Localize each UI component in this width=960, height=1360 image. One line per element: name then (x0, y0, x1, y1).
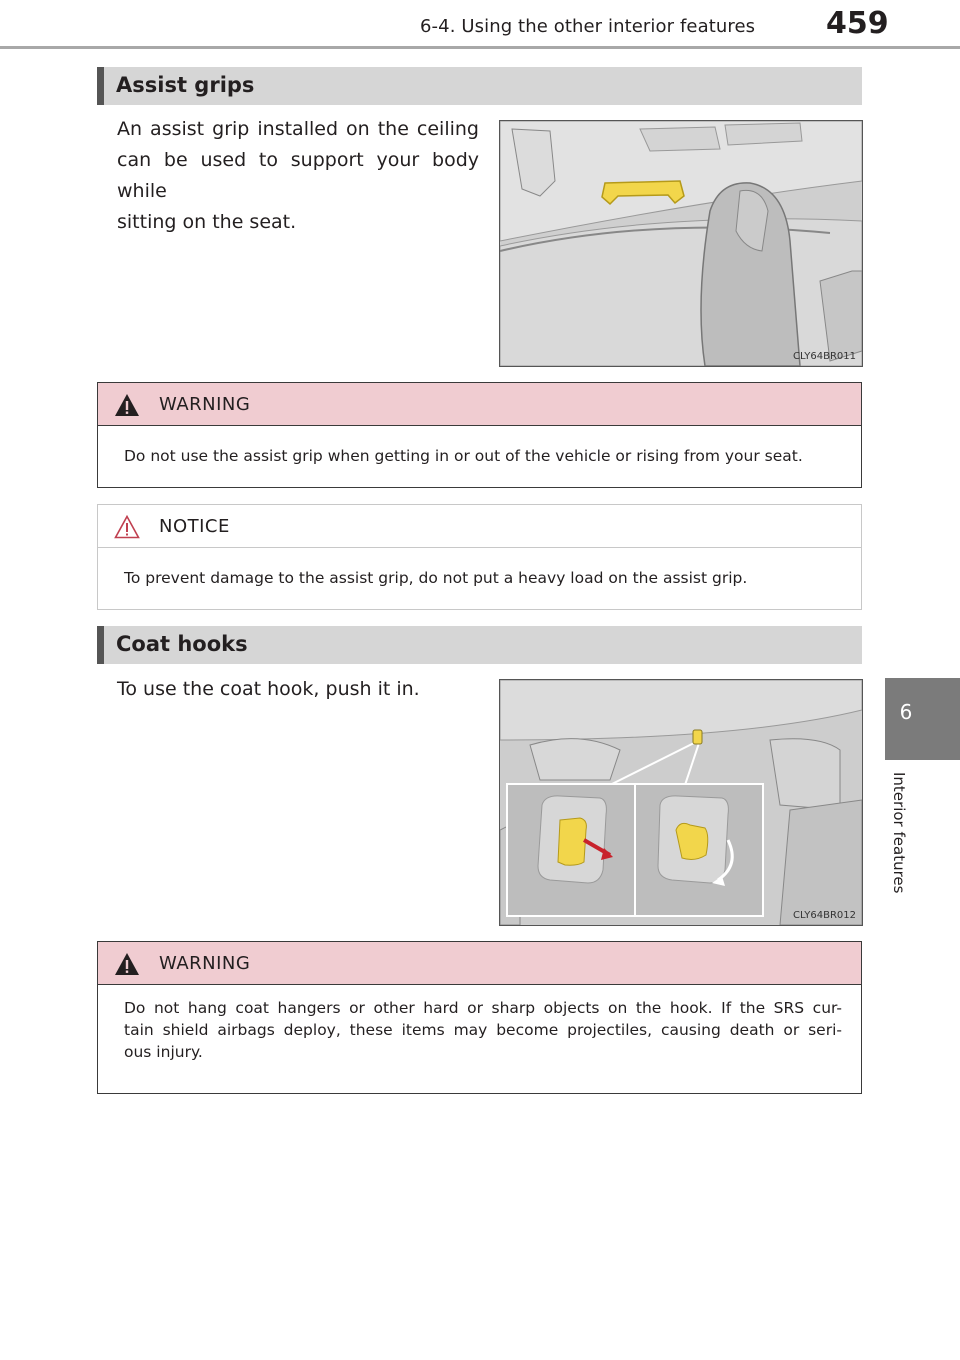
warning-box-coat-hook (97, 941, 862, 1094)
header-rule (0, 46, 960, 49)
notice-box-assist-grip (97, 504, 862, 610)
warning-box-header (98, 942, 861, 985)
section-heading-assist-grips (97, 67, 862, 105)
figure-code-1: CLY64BR011 (793, 351, 856, 362)
section-heading-coat-hooks (97, 626, 862, 664)
notice-label: NOTICE (159, 516, 230, 537)
coat-hook-drawing (500, 680, 862, 925)
warning-text (124, 997, 842, 1063)
notice-triangle-icon (114, 515, 140, 539)
assist-grips-line-3: sitting on the seat. (117, 211, 297, 233)
coat-hook-illustration (499, 679, 863, 926)
warning-2-line-3: ous injury. (124, 1043, 203, 1061)
warning-triangle-icon (114, 393, 140, 417)
page-number: 459 (826, 6, 889, 41)
assist-grip-illustration (499, 120, 863, 367)
section-heading-text: Coat hooks (116, 632, 248, 656)
notice-box-header (98, 505, 861, 548)
chapter-tab-label: Interior features (890, 772, 908, 894)
warning-label: WARNING (159, 953, 251, 974)
warning-label: WARNING (159, 394, 251, 415)
warning-text: Do not use the assist grip when getting in or out of the vehicle or rising from your seat. (124, 447, 803, 465)
assist-grips-line-2: can be used to support your body while (117, 149, 479, 202)
warning-box-assist-grip (97, 382, 862, 488)
warning-triangle-icon (114, 952, 140, 976)
notice-text: To prevent damage to the assist grip, do not put a heavy load on the assist grip. (124, 569, 748, 587)
chapter-tab-label-wrap (890, 772, 920, 922)
assist-grips-paragraph (117, 114, 479, 238)
section-heading-text: Assist grips (116, 73, 255, 97)
coat-hooks-paragraph: To use the coat hook, push it in. (117, 678, 420, 700)
assist-grips-line-1: An assist grip installed on the ceiling (117, 118, 479, 140)
running-header-title: 6-4. Using the other interior features (420, 16, 756, 37)
warning-2-line-2: tain shield airbags deploy, these items may become projectiles, causing death or seri- (124, 1021, 842, 1039)
assist-grip-drawing (500, 121, 862, 366)
figure-code-2: CLY64BR012 (793, 910, 856, 921)
warning-box-header (98, 383, 861, 426)
warning-2-line-1: Do not hang coat hangers or other hard or sharp objects on the hook. If the SRS cur- (124, 999, 842, 1017)
chapter-tab-number: 6 (899, 700, 913, 724)
